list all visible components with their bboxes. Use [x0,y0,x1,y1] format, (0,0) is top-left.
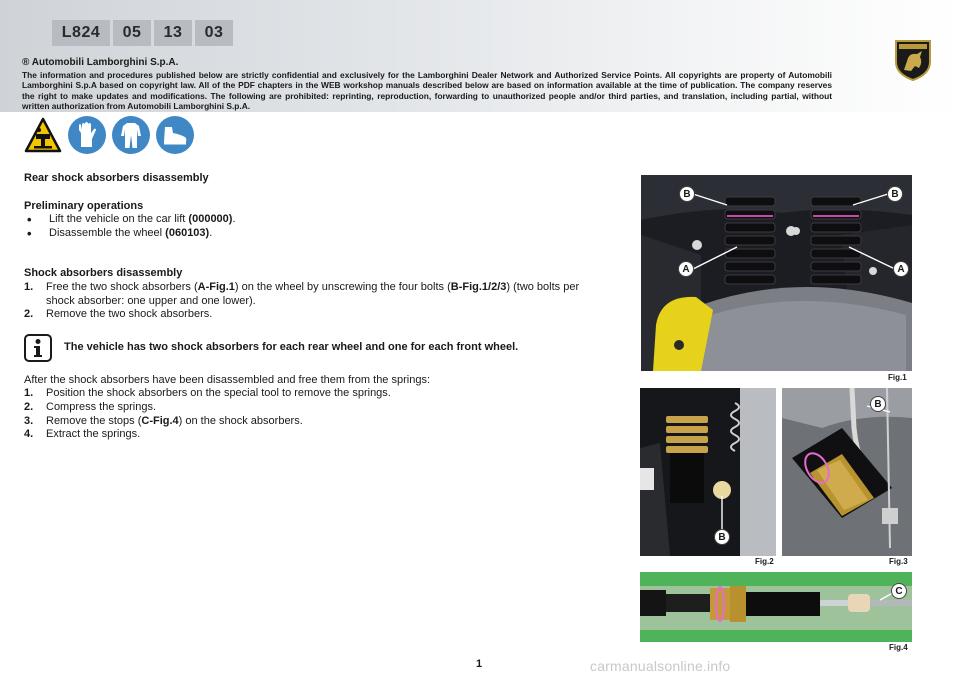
figure-label: Fig.2 [755,557,774,566]
safety-icons [24,116,194,154]
callout-a: A [893,261,909,277]
callout-b: B [714,529,730,545]
operation-code: (060103) [165,226,210,239]
copyright-text: The information and procedures published below are strictly confidential and exclusively for the Lamborghini Dealer Network and Authorized Service Points. All copyrights are property of Automobili Lamborghini S.p.A based on copyright law. All of the PDF chapters in the WEB workshop manuals described below are based on information available at the time of publication. The company reserves the right to make updates and modifications. The following are prohibited: reprinting, reproduction, forwarding to unauthorized people and/or third parties, and translation, including partial, without written authorization from Automobili Lamborghini S.p.A. [22,69,832,112]
watermark: carmanualsonline.info [590,658,731,674]
step-4: 4. Extract the springs. [24,428,141,441]
model-code: L824 [52,20,110,46]
callout-b: B [887,186,903,202]
disassembly-heading: Shock absorbers disassembly [24,267,183,280]
callout-c: C [891,583,907,599]
page-number: 1 [476,658,483,670]
info-icon [24,334,52,362]
protective-gloves-icon [68,116,106,154]
figure-label: Fig.1 [888,373,907,382]
figure-2-photo [640,388,776,556]
note-text: The vehicle has two shock absorbers for each rear wheel and one for each front wheel. [64,340,519,353]
list-item: • Disassemble the wheel (060103). [27,225,213,241]
info-note [24,334,604,362]
list-item: • Lift the vehicle on the car lift (000000). [27,212,236,228]
callout-b: B [870,396,886,412]
callout-b: B [679,186,695,202]
procedure-text [24,172,604,442]
step-2: 2. Compress the springs. [24,400,157,413]
copyright-notice [22,58,832,112]
procedure-code: 03 [195,20,233,46]
subgroup-code: 13 [154,20,192,46]
figure-reference: C-Fig.4 [141,414,179,427]
section-title: Rear shock absorbers disassembly [24,172,209,184]
car-lift-warning-icon [24,116,62,154]
figure-reference: B-Fig.1/2/3 [450,280,507,293]
step-1: 1. Position the shock absorbers on the special tool to remove the springs. [24,387,391,400]
operation-code: (000000) [188,213,233,226]
figure-reference: A-Fig.1 [197,280,235,293]
figure-label: Fig.4 [889,643,908,652]
figure-label: Fig.3 [889,557,908,566]
preliminary-heading: Preliminary operations [24,199,144,212]
figure-3-photo [782,388,912,556]
step-1: 1. Free the two shock absorbers (A-Fig.1) on the wheel by unscrewing the four bolts (B-Fig.1/2/3) (two bolts per shock absorber: one upper and one lower). [24,280,580,307]
figure-4-photo [640,572,912,642]
document-code-bar [52,20,233,46]
step-3: 3. Remove the stops (C-Fig.4) on the shock absorbers. [24,414,303,427]
lamborghini-logo-icon [893,38,933,82]
figure-1-photo [641,175,912,371]
callout-a: A [678,261,694,277]
group-code: 05 [113,20,151,46]
safety-shoes-icon [156,116,194,154]
step-2: 2. Remove the two shock absorbers. [24,308,213,321]
overalls-icon [112,116,150,154]
copyright-title: ® Automobili Lamborghini S.p.A. [22,57,179,68]
springs-intro: After the shock absorbers have been disassembled and free them from the springs: [24,373,430,386]
